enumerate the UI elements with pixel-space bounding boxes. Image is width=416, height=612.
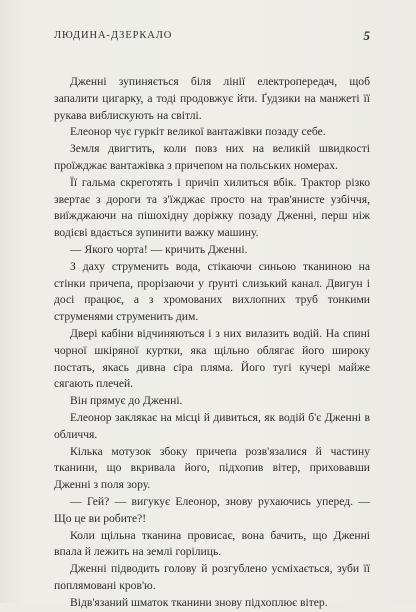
page-number: 5 <box>363 28 370 43</box>
paragraph: З даху струменить вода, стікаючи синьою тканиною на стінки причепа, прорізаючи у ґрунті слизький канал. Двигун і досі працює, а з хромованих вихлопних труб тонкими струменями струменить дим. <box>54 259 370 324</box>
paragraph: Коли щільна тканина провисає, вона бачить, що Дженні впала й лежить на землі горілиць. <box>54 528 370 559</box>
paragraph: Кілька мотузок збоку причепа розв'язалися й частину тканини, що вкривала його, підхопив вітер, приховавши Дженні з поля зору. <box>54 444 370 492</box>
paragraph: Він прямує до Дженні. <box>70 394 183 408</box>
paragraph: Двері кабіни відчиняються і з них вилазить водій. На спині чорної шкіряної куртки, яка щільно облягає його широку постать, якась дивна сіра пляма. Його тугі кучері майже сягають плечей. <box>54 326 370 391</box>
paragraph: Елеонор чує гуркіт великої вантажівки позаду себе. <box>70 125 326 139</box>
paragraph: Її гальма скреготять і причіп хилиться вбік. Трактор різко звертає з дороги та з'їжджає просто на трав'янисте узбіччя, виїжджаючи на пішохідну доріжку позаду Дженні, перш ніж водієві вдається зупинити важку машину. <box>54 175 370 240</box>
paragraph: — Гей? — вигукує Елеонор, знову рухаючись уперед. — Що це ви робите?! <box>54 494 370 525</box>
running-head: ЛЮДИНА-ДЗЕРКАЛО <box>54 30 173 41</box>
paragraph: Дженні зупиняється біля лінії електропередач, щоб запалити цигарку, а тоді продовжує йти. Ґудзики на манжеті її рукава виблискують на світлі. <box>54 75 370 122</box>
paragraph: Елеонор заклякає на місці й дивиться, як водій б'є Дженні в обличчя. <box>54 410 370 441</box>
body-text <box>54 74 370 612</box>
paragraph: — Якого чорта! — кричить Дженні. <box>70 242 248 256</box>
paragraph: Земля двигтить, коли повз них на великій швидкості проїжджає вантажівка з причепом на польських номерах. <box>54 142 370 172</box>
page-header <box>54 30 370 46</box>
paragraph: Дженні підводить голову й розгублено усміхається, зуби її поплямовані кров'ю. <box>54 562 370 592</box>
paragraph: Відв'язаний шматок тканини знову підхоплює вітер. <box>70 595 328 609</box>
